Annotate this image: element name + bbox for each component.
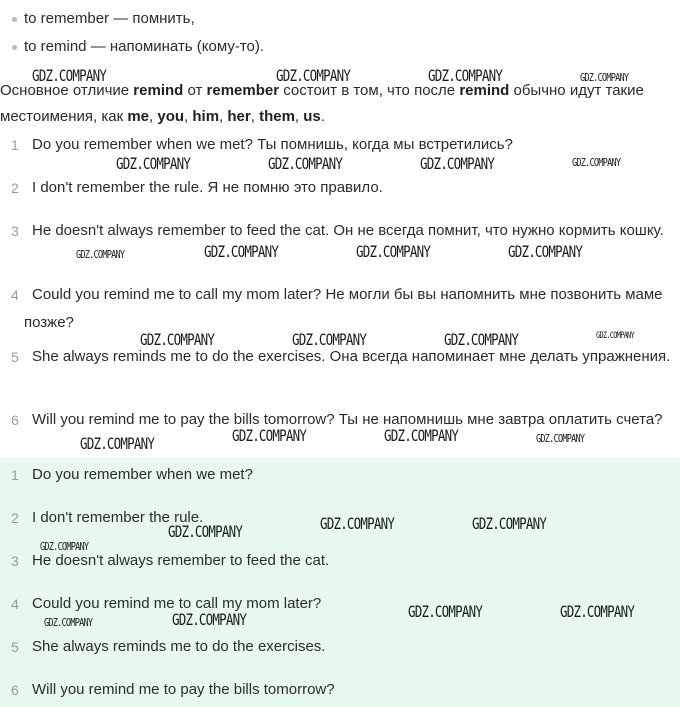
- watermark: GDZ.COMPANY: [276, 66, 351, 85]
- answer-number: 4: [11, 596, 19, 612]
- explanation-text: от: [183, 82, 207, 99]
- answer-number: 3: [11, 553, 19, 569]
- bullet-dot-icon: [12, 17, 17, 22]
- answers-panel: [0, 458, 680, 707]
- watermark: GDZ.COMPANY: [204, 242, 279, 261]
- vocabulary-text: to remind — напоминать (кому-то).: [24, 38, 265, 55]
- example-item: [0, 131, 680, 171]
- explanation-text: ,: [219, 108, 228, 125]
- example-number: 3: [11, 223, 19, 239]
- watermark: GDZ.COMPANY: [232, 426, 307, 445]
- vocabulary-list: [10, 8, 670, 64]
- example-item: [0, 406, 680, 458]
- example-number: 1: [11, 137, 19, 153]
- answer-item: [0, 676, 680, 706]
- vocabulary-item: [10, 36, 670, 64]
- vocabulary-text: to remember — помнить,: [24, 10, 195, 27]
- watermark: GDZ.COMPANY: [116, 154, 191, 173]
- explanation-keyword: them: [259, 108, 295, 125]
- explanation-text: Основное отличие: [0, 82, 134, 99]
- example-item: [0, 343, 680, 403]
- explanation-text: обычно идут такие местоимения, как: [0, 82, 644, 125]
- bullet-dot-icon: [12, 45, 17, 50]
- watermark: GDZ.COMPANY: [40, 540, 89, 553]
- watermark: GDZ.COMPANY: [32, 66, 107, 85]
- explanation-text: .: [320, 108, 325, 125]
- watermark: GDZ.COMPANY: [168, 522, 243, 541]
- explanation-keyword: remember: [206, 82, 280, 99]
- explanation-keyword: remind: [459, 82, 510, 99]
- example-number: 5: [11, 349, 19, 365]
- watermark: GDZ.COMPANY: [408, 602, 483, 621]
- watermark: GDZ.COMPANY: [320, 514, 395, 533]
- answer-number: 1: [11, 467, 19, 483]
- watermark: GDZ.COMPANY: [508, 242, 583, 261]
- explanation-keyword: us: [303, 108, 321, 125]
- answer-number: 6: [11, 682, 19, 698]
- answer-item: [0, 504, 680, 534]
- example-text: He doesn't always remember to feed the cat. Он не всегда помнит, что нужно кормить кошку.: [32, 222, 664, 239]
- answer-item: [0, 633, 680, 663]
- watermark: GDZ.COMPANY: [384, 426, 459, 445]
- watermark: GDZ.COMPANY: [572, 156, 621, 169]
- example-number: 4: [11, 287, 19, 303]
- example-text: Do you remember when we met? Ты помнишь, когда мы встретились?: [32, 136, 513, 153]
- explanation-text: ,: [294, 108, 304, 125]
- example-item: [0, 217, 680, 277]
- example-text: She always reminds me to do the exercises. Она всегда напоминает мне делать упражнения.: [32, 348, 671, 365]
- watermark: GDZ.COMPANY: [44, 616, 93, 629]
- answer-text: He doesn't always remember to feed the cat.: [32, 552, 330, 569]
- example-text: I don't remember the rule. Я не помню это правило.: [32, 179, 383, 196]
- watermark: GDZ.COMPANY: [420, 154, 495, 173]
- explanation-keyword: him: [192, 108, 220, 125]
- answer-text: Will you remind me to pay the bills tomorrow?: [32, 681, 335, 698]
- example-item: [0, 174, 680, 214]
- explanation-keyword: remind: [133, 82, 184, 99]
- explanation-keyword: me: [127, 108, 150, 125]
- watermark: GDZ.COMPANY: [292, 330, 367, 349]
- explanation-keyword: you: [157, 108, 185, 125]
- watermark: GDZ.COMPANY: [356, 242, 431, 261]
- explanation-keyword: her: [227, 108, 251, 125]
- explanation-text: состоит в том, что после: [279, 82, 460, 99]
- explanation-text: ,: [184, 108, 193, 125]
- answer-number: 5: [11, 639, 19, 655]
- watermark: GDZ.COMPANY: [80, 434, 155, 453]
- watermark: GDZ.COMPANY: [172, 610, 247, 629]
- answer-number: 2: [11, 510, 19, 526]
- watermark: GDZ.COMPANY: [76, 248, 125, 261]
- watermark: GDZ.COMPANY: [268, 154, 343, 173]
- watermark: GDZ.COMPANY: [472, 514, 547, 533]
- answer-text: I don't remember the rule.: [32, 509, 204, 526]
- explanation-text: ,: [149, 108, 158, 125]
- answer-text: Do you remember when we met?: [32, 466, 253, 483]
- watermark: GDZ.COMPANY: [560, 602, 635, 621]
- example-number: 2: [11, 180, 19, 196]
- answer-text: She always reminds me to do the exercises.: [32, 638, 326, 655]
- watermark: GDZ.COMPANY: [140, 330, 215, 349]
- vocabulary-item: [10, 8, 670, 36]
- answer-text: Could you remind me to call my mom later?: [32, 595, 322, 612]
- example-item: [0, 281, 680, 341]
- watermark: GDZ.COMPANY: [596, 331, 634, 341]
- answer-item: [0, 547, 680, 577]
- example-number: 6: [11, 412, 19, 428]
- example-text: Could you remind me to call my mom later? Не могли бы вы напомнить мне позвонить маме позже?: [24, 286, 663, 331]
- answer-item: [0, 461, 680, 491]
- explanation-text: ,: [250, 108, 260, 125]
- watermark: GDZ.COMPANY: [536, 432, 585, 445]
- watermark: GDZ.COMPANY: [580, 71, 629, 84]
- watermark: GDZ.COMPANY: [428, 66, 503, 85]
- watermark: GDZ.COMPANY: [444, 330, 519, 349]
- explanation-paragraph: [0, 78, 672, 130]
- answer-item: [0, 590, 680, 620]
- example-text: Will you remind me to pay the bills tomorrow? Ты не напомнишь мне завтра оплатить счета?: [32, 411, 663, 428]
